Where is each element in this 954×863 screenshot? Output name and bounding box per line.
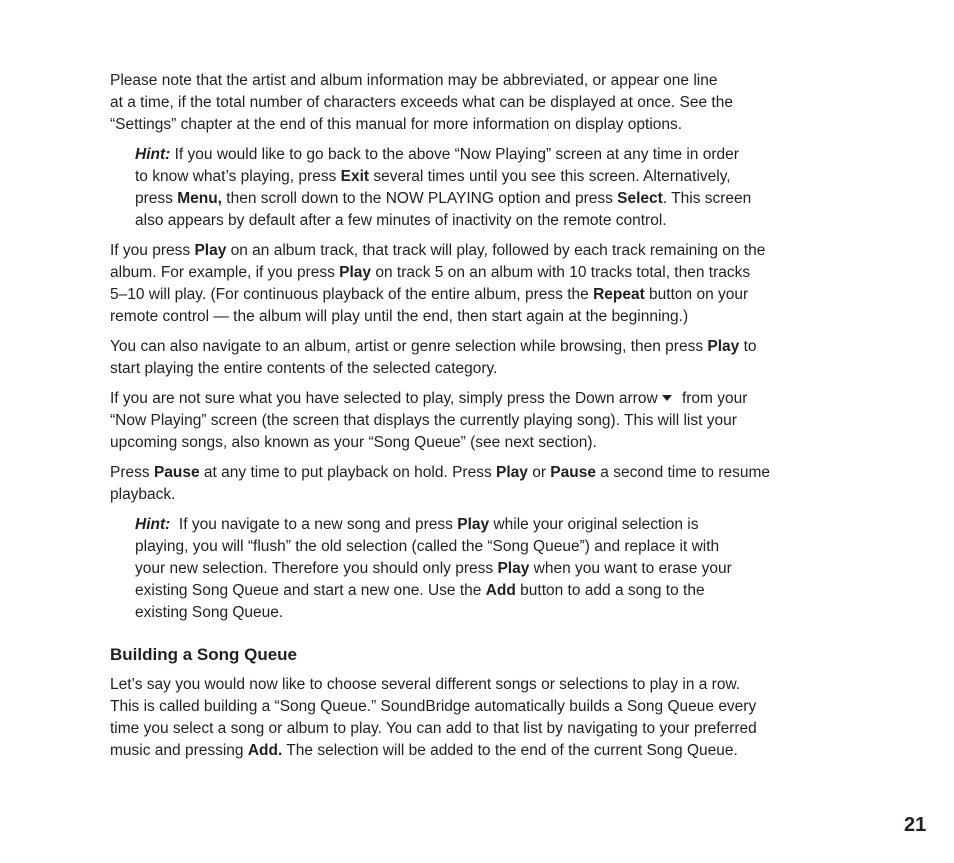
- down-arrow-icon: [662, 395, 672, 401]
- text-line: “Now Playing” screen (the screen that displays the currently playing song). This will list your: [110, 412, 737, 429]
- key-select: Select: [617, 190, 663, 207]
- text-line: [135, 144, 850, 166]
- text-line: “Settings” chapter at the end of this manual for more information on display options.: [110, 116, 683, 133]
- hint-paragraph: [110, 514, 850, 624]
- text-line: [135, 166, 850, 188]
- text-line: [110, 388, 850, 410]
- text-line: [110, 284, 850, 306]
- text-line: [135, 558, 850, 580]
- text-run: button to add a song to the: [515, 582, 705, 599]
- text-line: [110, 262, 850, 284]
- text-line: playback.: [110, 486, 176, 503]
- hint-label: Hint:: [135, 146, 171, 163]
- text-line: [135, 580, 850, 602]
- text-run: music and pressing: [110, 742, 248, 759]
- text-run: at any time to put playback on hold. Press: [199, 464, 496, 481]
- pause-paragraph: [110, 462, 850, 506]
- text-line: [135, 188, 850, 210]
- text-run: to: [739, 338, 757, 355]
- key-repeat: Repeat: [593, 286, 645, 303]
- text-line: remote control — the album will play until the end, then start again at the beginning.): [110, 308, 689, 325]
- text-run: on an album track, that track will play, followed by each track remaining on the: [226, 242, 766, 259]
- text-run: If you navigate to a new song and press: [170, 516, 458, 533]
- text-run: a second time to resume: [595, 464, 770, 481]
- text-run: button on your: [644, 286, 749, 303]
- text-run: 5–10 will play. (For continuous playback of the entire album, press the: [110, 286, 594, 303]
- text-run: to know what’s playing, press: [135, 168, 341, 185]
- text-line: Let’s say you would now like to choose several different songs or selections to play in a row.: [110, 676, 741, 693]
- play-paragraph: [110, 240, 850, 328]
- text-line: [110, 336, 850, 358]
- text-run: existing Song Queue and start a new one. Use the: [135, 582, 486, 599]
- text-line: time you select a song or album to play. You can add to that list by navigating to your preferred: [110, 720, 757, 737]
- text-run: press: [135, 190, 178, 207]
- text-line: [110, 740, 850, 762]
- key-pause: Pause: [550, 464, 596, 481]
- text-run: You can also navigate to an album, artist or genre selection while browsing, then press: [110, 338, 708, 355]
- text-line: existing Song Queue.: [135, 604, 284, 621]
- text-line: playing, you will “flush” the old selection (called the “Song Queue”) and replace it with: [135, 538, 720, 555]
- text-run: album. For example, if you press: [110, 264, 340, 281]
- text-run: then scroll down to the NOW PLAYING option and press: [222, 190, 618, 207]
- text-run: If you press: [110, 242, 195, 259]
- key-exit: Exit: [340, 168, 370, 185]
- key-menu: Menu,: [177, 190, 222, 207]
- key-pause: Pause: [153, 464, 200, 481]
- key-play: Play: [194, 242, 227, 259]
- song-queue-paragraph: [110, 674, 850, 762]
- text-run: If you are not sure what you have selected to play, simply press the Down arrow: [110, 390, 658, 407]
- key-play: Play: [457, 516, 490, 533]
- text-run: or: [527, 464, 551, 481]
- text-run: your new selection. Therefore you should only press: [135, 560, 498, 577]
- text-run: . This screen: [662, 190, 752, 207]
- text-run: several times until you see this screen. Alternatively,: [369, 168, 731, 185]
- text-line: also appears by default after a few minutes of inactivity on the remote control.: [135, 212, 667, 229]
- section-heading: Building a Song Queue: [110, 645, 297, 664]
- page-number: 21: [904, 814, 927, 836]
- key-play: Play: [496, 464, 528, 481]
- text-run: while your original selection is: [489, 516, 699, 533]
- intro-paragraph: [110, 70, 850, 136]
- text-run: when you want to erase your: [529, 560, 732, 577]
- text-run: on track 5 on an album with 10 tracks total, then tracks: [371, 264, 751, 281]
- text-line: [110, 462, 850, 484]
- key-add: Add: [485, 582, 516, 599]
- key-play: Play: [707, 338, 740, 355]
- text-line: upcoming songs, also known as your “Song Queue” (see next section).: [110, 434, 597, 451]
- navigate-paragraph: [110, 336, 850, 380]
- text-line: This is called building a “Song Queue.” SoundBridge automatically builds a Song Queue every: [110, 698, 757, 715]
- text-line: Please note that the artist and album information may be abbreviated, or appear one line: [110, 72, 718, 89]
- text-line: start playing the entire contents of the selected category.: [110, 360, 498, 377]
- hint-label: Hint:: [135, 516, 171, 533]
- key-play: Play: [339, 264, 372, 281]
- key-add: Add.: [247, 742, 283, 759]
- text-line: [110, 240, 850, 262]
- text-run: If you would like to go back to the above “Now Playing” screen at any time in order: [170, 146, 739, 163]
- text-line: [135, 514, 850, 536]
- down-arrow-paragraph: [110, 388, 850, 454]
- text-run: The selection will be added to the end of the current Song Queue.: [282, 742, 738, 759]
- text-run: from your: [677, 390, 748, 407]
- hint-paragraph: [110, 144, 850, 232]
- text-line: at a time, if the total number of characters exceeds what can be displayed at once. See the: [110, 94, 733, 111]
- text-run: Press: [110, 464, 154, 481]
- document-body: [110, 70, 850, 762]
- key-play: Play: [497, 560, 530, 577]
